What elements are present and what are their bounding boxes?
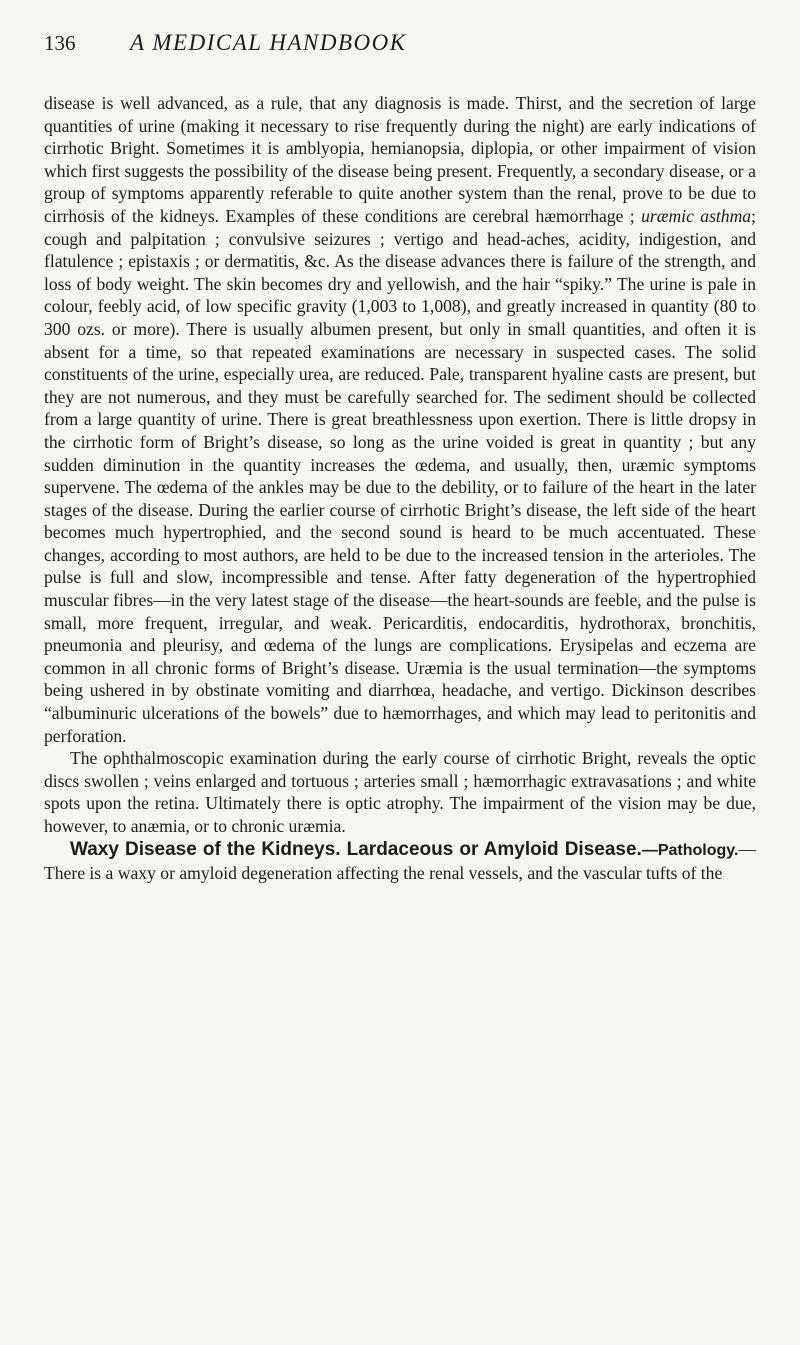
paragraph-text: ; cough and palpitation ; convulsive seizures ; vertigo and head-aches, acidity, indigestion, and flatulence ; epistaxis ; or dermatitis, &c. As the disease advances there is failure of the strength, and loss of body weight. The skin becomes dry and yellowish, and the hair “spiky.” The urine is pale in colour, feebly acid, of low specific gravity (1,003 to 1,008), and greatly increased in quantity (80 to 300 ozs. or more). There is usually albumen present, but only in small quantities, and often it is absent for a time, so that repeated examinations are necessary in suspected cases. The solid constituents of the urine, especially urea, are reduced. Pale, transparent hyaline casts are present, but they are not numerous, and they must be carefully searched for. The sediment should be collected from a large quantity of urine. There is great breathlessness upon exertion. There is little dropsy in the cirrhotic form of Bright’s disease, so long as the urine voided is great in quantity ; but any sudden diminution in the quantity increases the œdema, and usually, then, uræmic symptoms supervene. The œdema of the ankles may be due to the debility, or to failure of the heart in the later stages of the disease. During the earlier course of cirrhotic Bright’s disease, the left side of the heart becomes much hypertrophied, and the second sound is heard to be much accentuated. These changes, according to most authors, are held to be due to the increased tension in the arterioles. The pulse is full and slow, incompressible and tense. After fatty degeneration of the hypertrophied muscular fibres—in the very latest stage of the disease—the heart-sounds are feeble, and the pulse is small, more frequent, irregular, and weak. Pericarditis, endocarditis, hydrothorax, bronchitis, pneumonia and pleurisy, and œdema of the lungs are complications. Erysipelas and eczema are common in all chronic forms of Bright’s disease. Uræmia is the usual termination—the symptoms being ushered in by obstinate vomiting and diarrhœa, headache, and vertigo. Dickinson describes “albuminuric ulcerations of the bowels” due to hæmorrhages, and which may lead to peritonitis and perforation. [44,205,756,746]
page-number: 136 [44,31,76,55]
section-heading: Waxy Disease of the Kidneys. Lardaceous or Amyloid Disease. [70,838,642,860]
body-text [44,92,756,885]
running-head [44,30,756,78]
running-title: A MEDICAL HANDBOOK [130,30,407,55]
paragraph-ophthalmoscopic: The ophthalmoscopic examination during the early course of cirrhotic Bright, reveals the optic discs swollen ; veins enlarged and tortuous ; arteries small ; hæmorrhagic extravasations ; and white spots upon the retina. Ultimately there is optic atrophy. The impairment of the vision may be due, however, to anæmia, or to chronic uræmia. [44,748,756,836]
section-subheading: —Pathology. [641,841,739,859]
paragraph-waxy-disease [44,838,756,885]
paragraph-text: disease is well advanced, as a rule, that any diagnosis is made. Thirst, and the secretion of large quantities of urine (making it necessary to rise frequently during the night) are early indications of cirrhotic Bright. Sometimes it is amblyopia, hemianopsia, diplopia, or other impairment of vision which first suggests the possibility of the disease being present. Frequently, a secondary disease, or a group of symptoms apparently referable to quite another system than the renal, prove to be due to cirrhosis of the kidneys. Examples of these conditions are cerebral hæmorrhage ; [44,93,756,226]
paragraph-text: —There is a waxy or amyloid degeneration affecting the renal vessels, and the vascular tufts of the [44,838,756,884]
paragraph-cirrhotic-bright [44,92,756,747]
italic-term: uræmic asthma [641,205,752,226]
